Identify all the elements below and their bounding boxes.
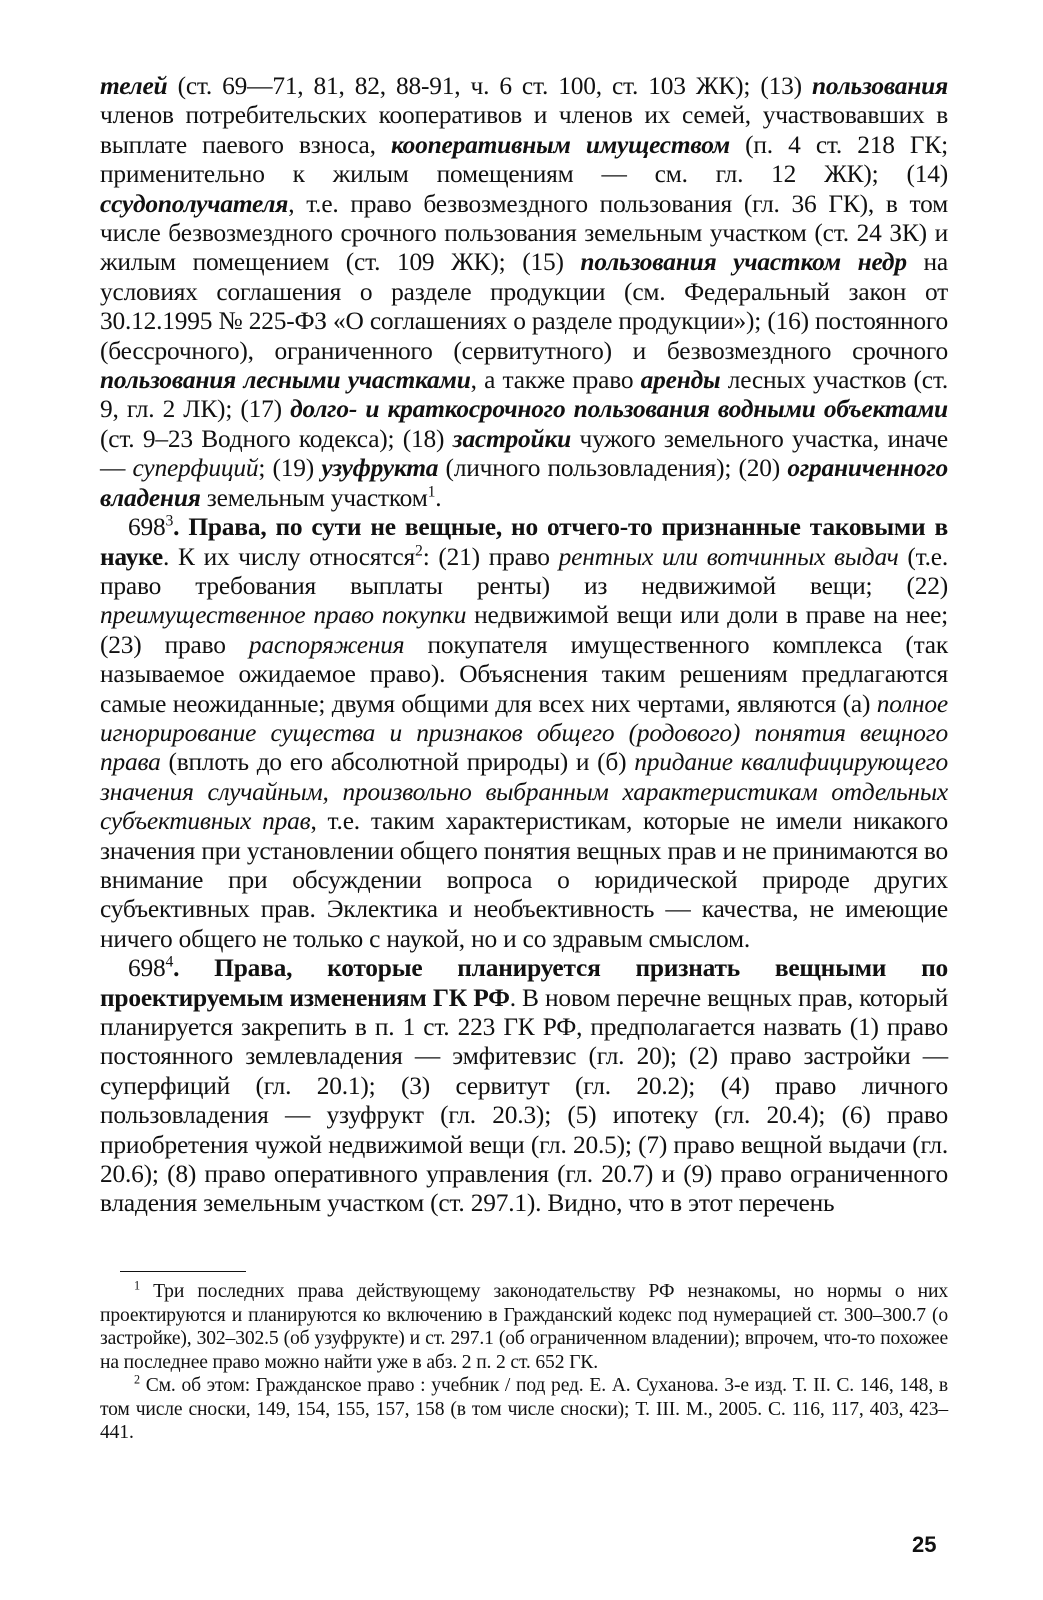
footnote-marker: 2 bbox=[134, 1372, 140, 1387]
footnotes bbox=[100, 1280, 948, 1445]
text-run: : (21) право bbox=[422, 542, 559, 571]
text-run: лесных участков (ст. 9, гл. 2 ЛК); (17) bbox=[100, 366, 948, 424]
term-emphasis: узуфрукта bbox=[321, 454, 439, 483]
footnote-text: См. об этом: Гражданское право : учебник / под ред. Е. А. Суханова. 3-е изд. Т. II. С. 146, 148, в том числе сноски, 149, 154, 155, 157, 158 (в том числе сноски); Т. III. М., 2005. С. 116, 117, 403, 423–441. bbox=[100, 1375, 948, 1443]
text-run: (ст. 9–23 Водного кодекса); (18) bbox=[100, 424, 453, 453]
text-run: (личного пользовладения); (20) bbox=[438, 454, 788, 483]
term-emphasis: кооперативным имуществом bbox=[390, 130, 730, 159]
section-number: 698 bbox=[128, 954, 166, 983]
text-run: на условиях соглашения о разделе продукции (см. Федеральный закон от 30.12.1995 № 225-ФЗ «О соглашениях о разделе продукции»); (16) постоянного (бессрочного), ограниченного (сервитутного) и безвозмездного срочного bbox=[100, 248, 948, 365]
text-run: . bbox=[435, 483, 442, 512]
term-emphasis: пользования участком недр bbox=[580, 248, 907, 277]
footnote-separator bbox=[120, 1271, 246, 1272]
term-emphasis: ссудополучателя bbox=[100, 189, 289, 218]
text-run: (п. 4 ст. 218 ГК; применительно к жилым помещениям — см. гл. 12 ЖК); (14) bbox=[100, 130, 948, 189]
paragraph-continued bbox=[100, 72, 948, 513]
text-run: , а также право bbox=[470, 366, 641, 395]
term-emphasis: аренды bbox=[640, 366, 721, 395]
text-run: чужого земельного участка, иначе — bbox=[100, 424, 948, 483]
term-emphasis: застройки bbox=[452, 424, 572, 453]
term-italic: распоряжения bbox=[248, 630, 405, 659]
term-italic: преимущественное право покупки bbox=[100, 601, 467, 630]
text-run: членов потребительских кооперативов и членов их семей, участвовавших в выплате паевого взноса, bbox=[100, 101, 948, 159]
section-number-sup: 3 bbox=[165, 512, 174, 530]
text-run: покупателя имущественного комплекса (так называемое ожидаемое право). Объяснения таким решениям предлагаются самые неожиданные; двумя общими для всех них чертами, являются (а) bbox=[100, 630, 948, 718]
footnote-marker: 1 bbox=[134, 1278, 140, 1293]
term-emphasis: долго- и краткосрочного пользования водными объектами bbox=[290, 395, 948, 424]
term-italic: рентных или вотчинных выдач bbox=[558, 542, 899, 571]
text-run: (т.е. право требования выплаты ренты) из недвижимой вещи; (22) bbox=[100, 542, 948, 600]
footnote-ref: 2 bbox=[415, 542, 423, 560]
section-number-sup: 4 bbox=[165, 953, 174, 971]
term-emphasis: пользования лесными участками bbox=[100, 366, 471, 395]
section-698-3 bbox=[100, 513, 948, 954]
text-run: (вплоть до его абсолютной природы) и (б) bbox=[160, 748, 635, 777]
term-italic: полное игнорирование существа и признаков общего (родового) понятия вещного права bbox=[100, 689, 948, 777]
section-number: 698 bbox=[128, 513, 166, 542]
term-emphasis: ограниченного владения bbox=[100, 454, 948, 512]
footnote-1 bbox=[100, 1280, 948, 1374]
section-heading: . Права, которые планируется признать вещными по проектируемым изменениям ГК РФ bbox=[100, 954, 948, 1012]
term-italic: придание квалифицирующего значения случайным, произвольно выбранным характеристикам отдельных субъективных прав bbox=[100, 748, 948, 836]
page-body bbox=[100, 72, 948, 1219]
text-run: . К их числу относятся bbox=[163, 542, 416, 571]
term-emphasis: пользования bbox=[811, 72, 948, 100]
term-italic: суперфиций bbox=[132, 454, 259, 483]
text-run: недвижимой вещи или доли в праве на нее; (23) право bbox=[100, 601, 948, 659]
section-698-4 bbox=[100, 954, 948, 1219]
text-run: земельным участком bbox=[200, 483, 428, 512]
text-run: ; (19) bbox=[258, 454, 322, 483]
footnote-ref: 1 bbox=[427, 483, 436, 501]
page-number: 25 bbox=[912, 1532, 937, 1557]
text-run: (ст. 69—71, 81, 82, 88-91, ч. 6 ст. 100, ст. 103 ЖК); (13) bbox=[167, 72, 812, 100]
footnote-2 bbox=[100, 1374, 948, 1445]
text-run: , т.е. право безвозмездного пользования (гл. 36 ГК), в том числе безвозмездного срочного пользования земельным участком (ст. 24 ЗК) и жилым помещением (ст. 109 ЖК); (15) bbox=[100, 189, 948, 277]
term-emphasis: телей bbox=[100, 72, 168, 100]
text-run: , т.е. таким характеристикам, которые не имели никакого значения при установлении общего понятия вещных прав и не принимаются во внимание при обсуждении вопроса о юридической природе других субъективных прав. Эклектика и необъективность — качества, не имеющие ничего общего не только с наукой, но и со здравым смыслом. bbox=[100, 807, 948, 953]
text-run: . В новом перечне вещных прав, который планируется закрепить в п. 1 ст. 223 ГК РФ, предполагается назвать (1) право постоянного землевладения — эмфитевзис (гл. 20); (2) право застройки — суперфиций (гл. 20.1); (3) сервитут (гл. 20.2); (4) право личного пользовладения — узуфрукт (гл. 20.3); (5) ипотеку (гл. 20.4); (6) право приобретения чужой недвижимой вещи (гл. 20.5); (7) право вещной выдачи (гл. 20.6); (8) право оперативного управления (гл. 20.7) и (9) право ограниченного владения земельным участком (ст. 297.1). Видно, что в этот перечень bbox=[100, 983, 948, 1218]
footnote-text: Три последних права действующему законодательству РФ незнакомы, но нормы о них проектируются и планируются ко включению в Гражданский кодекс под нумерацией ст. 300–300.7 (о застройке), 302–302.5 (об узуфрукте) и ст. 297.1 (об ограниченном владении); впрочем, что-то похожее на последнее право можно найти уже в абз. 2 п. 2 ст. 652 ГК. bbox=[100, 1281, 948, 1373]
section-heading: . Права, по сути не вещные, но отчего-то признанные таковыми в науке bbox=[100, 513, 948, 571]
